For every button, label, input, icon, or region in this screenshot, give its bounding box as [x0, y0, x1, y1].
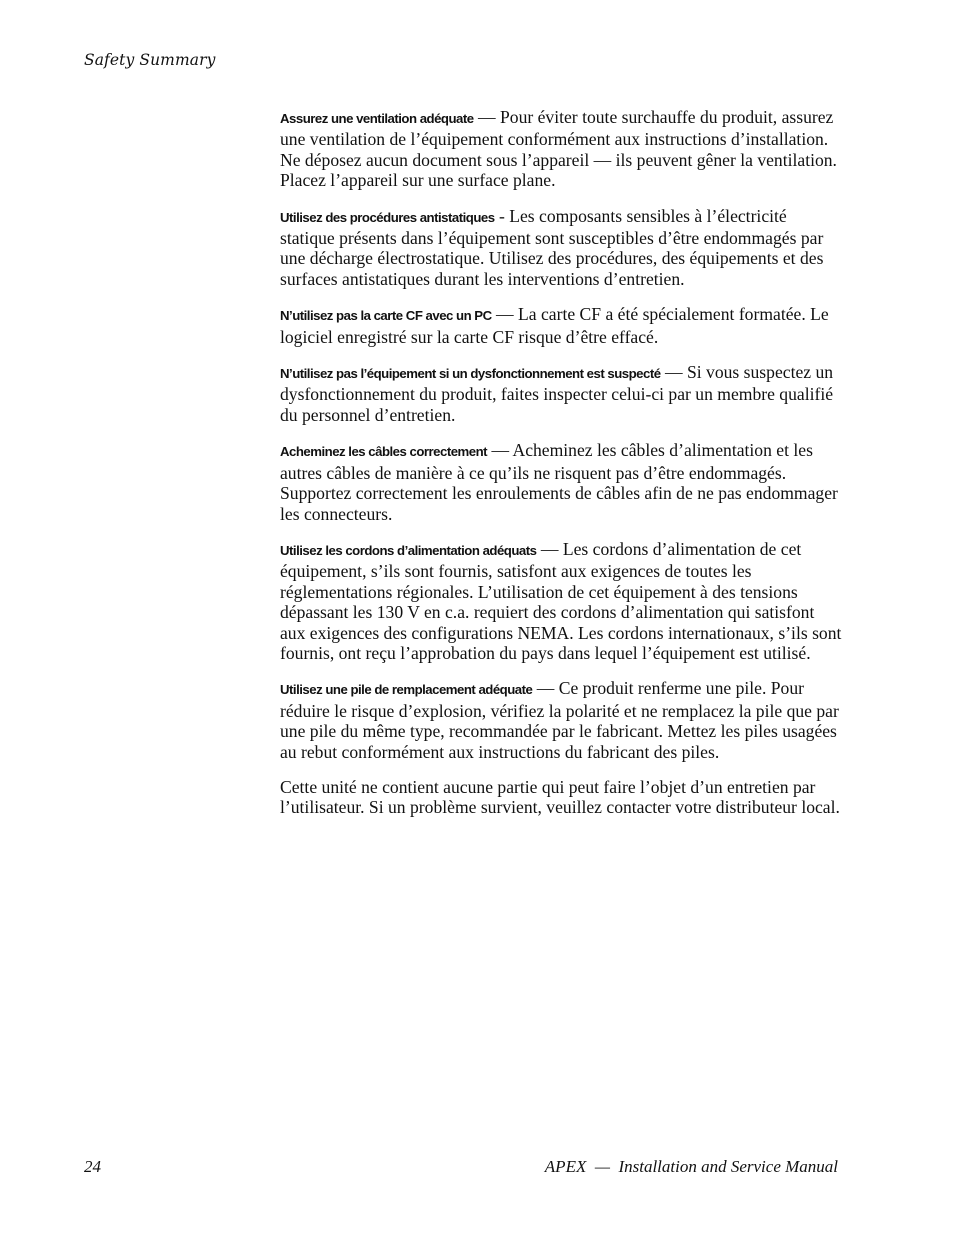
paragraph-lead: Utilisez une pile de remplacement adéquate — [280, 682, 533, 698]
paragraph-body: — La carte CF a été spécialement formatée. Le logiciel enregistré sur la carte CF risque d’être effacé. — [280, 304, 829, 347]
paragraph-lead: Utilisez des procédures antistatiques — [280, 209, 495, 225]
paragraph-body: — Acheminez les câbles d’alimentation et les autres câbles de manière à ce qu’ils ne risquent pas d’être endommagés. Supportez correctement les enroulements de câbles afin de ne pas endommager les connecteurs. — [280, 440, 838, 524]
paragraph-body: — Les cordons d’alimentation de cet équipement, s’ils sont fournis, satisfont aux exigences de toutes les réglementations régionales. L’utilisation de cet équipement à des tensions dépassant les 130 V en c.a. requiert des cordons d’alimentation qui satisfont aux exigences des configurations NEMA. Les cordons internationaux, s’ils sont fournis, ont reçu l’approbation du pays dans lequel l’équipement est utilisé. — [280, 538, 842, 663]
safety-paragraph-power-cords — [280, 539, 842, 663]
paragraph-body: — Si vous suspectez un dysfonctionnement du produit, faites inspecter celui-ci par un membre qualifié du personnel d’entretien. — [280, 362, 834, 425]
safety-paragraph-antistatic — [280, 206, 842, 290]
page-number: 24 — [84, 1157, 101, 1176]
paragraph-lead: Acheminez les câbles correctement — [280, 444, 488, 460]
paragraph-body: — Ce produit renferme une pile. Pour réduire le risque d’explosion, vérifiez la polarité et ne remplacez la pile que par une pile du même type, recommandée par le fabricant. Mettez les piles usagées au rebut conformément aux instructions du fabricant des piles. — [280, 678, 839, 762]
manual-title: APEX — Installation and Service Manual — [544, 1157, 838, 1176]
running-header: Safety Summary — [84, 51, 216, 69]
safety-paragraph-malfunction — [280, 362, 842, 425]
safety-paragraph-battery — [280, 678, 842, 762]
paragraph-lead: Utilisez les cordons d’alimentation adéquats — [280, 542, 537, 558]
paragraph-body: - Les composants sensibles à l’électricité statique présents dans l’équipement sont susceptibles d’être endommagés par une décharge électrostatique. Utilisez des procédures, des équipements et des surfaces antistatiques durant les interventions d’entretien. — [280, 205, 824, 289]
safety-content — [280, 107, 842, 833]
safety-paragraph-cf-card — [280, 304, 842, 347]
paragraph-lead: N’utilisez pas l’équipement si un dysfonctionnement est suspecté — [280, 366, 661, 382]
paragraph-lead: Assurez une ventilation adéquate — [280, 111, 474, 126]
closing-paragraph: Cette unité ne contient aucune partie qui peut faire l’objet d’un entretien par l’utilisateur. Si un problème survient, veuillez contacter votre distributeur local. — [280, 776, 840, 818]
paragraph-body: — Pour éviter toute surchauffe du produit, assurez une ventilation de l’équipement conformément aux instructions d’installation. Ne déposez aucun document sous l’appareil — ils peuvent gêner la ventilation. Placez l’appareil sur une surface plane. — [280, 107, 837, 191]
safety-paragraph-ventilation — [280, 107, 842, 191]
paragraph-lead: N’utilisez pas la carte CF avec un PC — [280, 308, 492, 324]
safety-paragraph-cables — [280, 440, 842, 524]
